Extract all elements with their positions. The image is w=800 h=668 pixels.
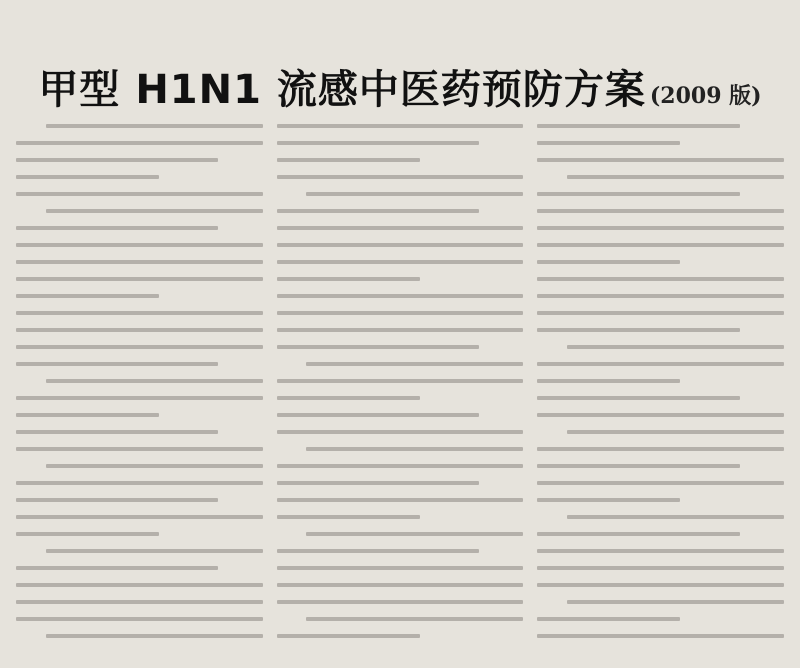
article-body bbox=[16, 124, 784, 660]
text-line bbox=[537, 209, 784, 213]
text-line bbox=[277, 226, 524, 230]
text-line bbox=[537, 498, 680, 502]
text-line bbox=[537, 634, 784, 638]
text-line bbox=[537, 362, 784, 366]
text-line bbox=[306, 532, 523, 536]
text-line bbox=[16, 226, 218, 230]
text-line bbox=[277, 583, 524, 587]
text-line bbox=[16, 447, 263, 451]
text-line bbox=[567, 600, 784, 604]
text-line bbox=[537, 226, 784, 230]
text-line bbox=[16, 141, 263, 145]
text-line bbox=[537, 192, 739, 196]
text-line bbox=[46, 549, 263, 553]
text-line bbox=[16, 413, 159, 417]
text-line bbox=[46, 634, 263, 638]
text-line bbox=[537, 311, 784, 315]
text-line bbox=[16, 600, 263, 604]
text-line bbox=[567, 175, 784, 179]
text-line bbox=[277, 260, 524, 264]
text-line bbox=[277, 464, 524, 468]
text-line bbox=[16, 566, 218, 570]
text-line bbox=[16, 583, 263, 587]
text-line bbox=[16, 362, 218, 366]
text-line bbox=[16, 294, 159, 298]
text-line bbox=[16, 617, 263, 621]
text-line bbox=[277, 379, 524, 383]
text-line bbox=[537, 413, 784, 417]
text-line bbox=[306, 192, 523, 196]
text-line bbox=[277, 209, 479, 213]
text-line bbox=[537, 158, 784, 162]
text-line bbox=[277, 396, 420, 400]
text-line bbox=[567, 430, 784, 434]
text-line bbox=[537, 124, 739, 128]
text-line bbox=[277, 413, 479, 417]
text-line bbox=[16, 192, 263, 196]
headline-edition: (2009 版) bbox=[649, 83, 762, 109]
text-line bbox=[277, 311, 524, 315]
text-line bbox=[16, 311, 263, 315]
text-line bbox=[537, 277, 784, 281]
text-line bbox=[537, 566, 784, 570]
text-line bbox=[537, 260, 680, 264]
text-line bbox=[277, 328, 524, 332]
column-1 bbox=[16, 124, 263, 660]
text-line bbox=[537, 243, 784, 247]
text-line bbox=[16, 345, 263, 349]
text-line bbox=[277, 549, 479, 553]
text-line bbox=[16, 328, 263, 332]
text-line bbox=[537, 328, 739, 332]
text-line bbox=[537, 396, 739, 400]
text-line bbox=[277, 294, 524, 298]
text-line bbox=[277, 498, 524, 502]
text-line bbox=[537, 532, 739, 536]
text-line bbox=[277, 515, 420, 519]
text-line bbox=[46, 209, 263, 213]
text-line bbox=[537, 141, 680, 145]
column-3 bbox=[537, 124, 784, 660]
text-line bbox=[277, 634, 420, 638]
text-line bbox=[277, 430, 524, 434]
text-line bbox=[567, 515, 784, 519]
text-line bbox=[277, 141, 479, 145]
text-line bbox=[277, 175, 524, 179]
text-line bbox=[537, 447, 784, 451]
text-line bbox=[306, 362, 523, 366]
headline-main: 甲型 H1N1 流感中医药预防方案 bbox=[38, 67, 646, 113]
article-headline bbox=[0, 58, 800, 115]
text-line bbox=[537, 464, 739, 468]
text-line bbox=[277, 124, 524, 128]
text-line bbox=[277, 481, 479, 485]
text-line bbox=[16, 175, 159, 179]
text-line bbox=[537, 549, 784, 553]
text-line bbox=[16, 532, 159, 536]
text-line bbox=[16, 498, 218, 502]
text-line bbox=[537, 481, 784, 485]
text-line bbox=[537, 294, 784, 298]
text-line bbox=[16, 396, 263, 400]
text-line bbox=[306, 617, 523, 621]
text-line bbox=[537, 583, 784, 587]
text-line bbox=[16, 481, 263, 485]
text-line bbox=[16, 158, 218, 162]
text-line bbox=[277, 158, 420, 162]
text-line bbox=[277, 277, 420, 281]
text-line bbox=[537, 617, 680, 621]
text-line bbox=[46, 464, 263, 468]
text-line bbox=[16, 515, 263, 519]
text-line bbox=[537, 379, 680, 383]
column-2 bbox=[277, 124, 524, 660]
text-line bbox=[306, 447, 523, 451]
text-line bbox=[16, 260, 263, 264]
text-line bbox=[567, 345, 784, 349]
text-line bbox=[16, 277, 263, 281]
text-line bbox=[16, 243, 263, 247]
text-line bbox=[46, 379, 263, 383]
text-line bbox=[277, 345, 479, 349]
text-line bbox=[277, 243, 524, 247]
text-line bbox=[16, 430, 218, 434]
text-line bbox=[277, 600, 524, 604]
text-line bbox=[277, 566, 524, 570]
text-line bbox=[46, 124, 263, 128]
